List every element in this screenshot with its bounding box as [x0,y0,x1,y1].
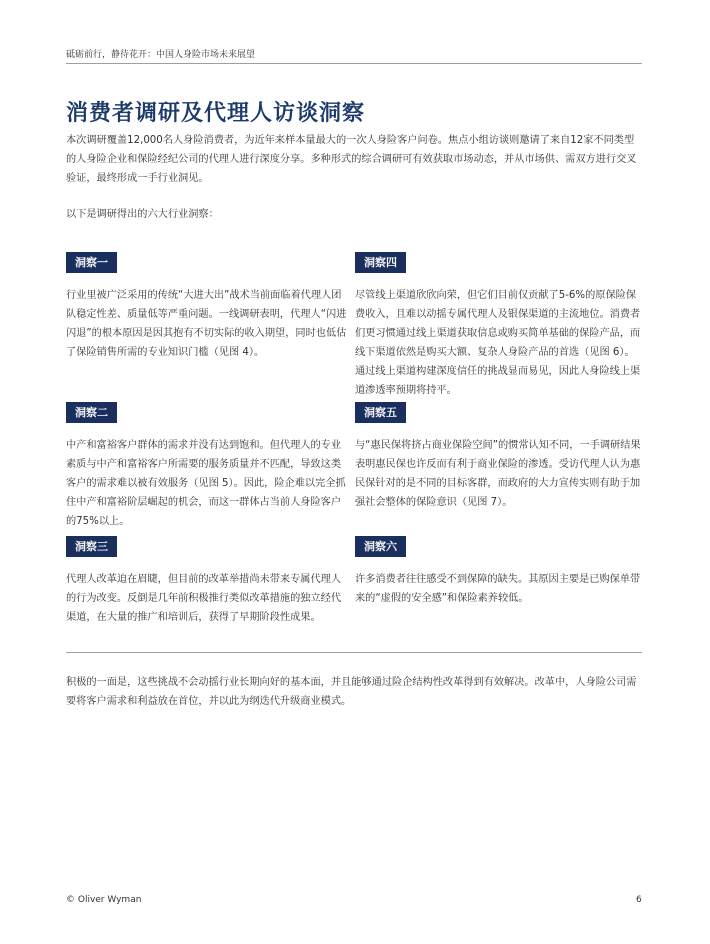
running-header: 砥砺前行，静待花开：中国人身险市场未来展望 [66,50,256,60]
insight-text-3: 代理人改革迫在眉睫，但目前的改革举措尚未带来专属代理人的行为改变。反倒是几年前积极推行类似改革措施的独立经代渠道，在大量的推广和培训后，获得了早期阶段性成果。 [66,574,342,623]
insight-tag-4: 洞察四 [355,252,406,273]
insight-text-2: 中产和富裕客户群体的需求并没有达到饱和。但代理人的专业素质与中产和富裕客户所需要的服务质量并不匹配，导致这类客户的需求难以被有效服务（见图 5）。因此，险企难以完全抓住中产和富裕阶层崛起的机会，而这一群体占当前人身险客户的75%以上。 [66,440,346,527]
insight-tag-6: 洞察六 [355,536,406,557]
insight-tag-1: 洞察一 [66,252,117,273]
page-title: 消费者调研及代理人访谈洞察 [66,101,366,126]
intro-paragraph: 本次调研覆盖12,000名人身险消费者，为近年来样本量最大的一次人身险客户问卷。焦点小组访谈则邀请了来自12家不同类型的人身险企业和保险经纪公司的代理人进行深度分享。多种形式的综合调研可有效获取市场动态，并从市场供、需双方进行交叉验证，最终形成一手行业洞见。 [66,135,637,184]
lead-paragraph: 以下是调研得出的六大行业洞察： [66,209,219,220]
insight-tag-2: 洞察二 [66,402,117,423]
section-divider [66,652,642,653]
header-divider [66,63,642,64]
insight-tag-5: 洞察五 [355,402,406,423]
closing-paragraph: 积极的一面是，这些挑战不会动摇行业长期向好的基本面，并且能够通过险企结构性改革得到有效解决。改革中，人身险公司需要将客户需求和利益放在首位，并以此为纲迭代升级商业模式。 [66,677,637,707]
insight-text-6: 许多消费者往往感受不到保障的缺失。其原因主要是已购保单带来的“虚假的安全感”和保险素养较低。 [355,574,641,604]
insight-text-1: 行业里被广泛采用的传统“大进大出”战术当前面临着代理人团队稳定性差、质量低等严重问题。一线调研表明，代理人“闪进闪退”的根本原因是因其抱有不切实际的收入期望，同时也低估了保险销售所需的专业知识门槛（见图 4）。 [66,290,347,358]
copyright: © Oliver Wyman [66,895,142,905]
insight-text-5: 与“惠民保将挤占商业保险空间”的惯常认知不同，一手调研结果表明惠民保也许反而有利于商业保险的渗透。受访代理人认为惠民保针对的是不同的目标客群，而政府的大力宣传实则有助于加强社会整体的保险意识（见图 7）。 [355,440,641,508]
insight-tag-3: 洞察三 [66,536,117,557]
insight-text-4: 尽管线上渠道欣欣向荣，但它们目前仅贡献了5-6%的原保险保费收入，且难以动摇专属代理人及银保渠道的主流地位。消费者们更习惯通过线上渠道获取信息或购买简单基础的保险产品，而线下渠道依然是购买大额、复杂人身险产品的首选（见图 6）。通过线上渠道构建深度信任的挑战显而易见，因此人身险线上渠道渗透率预期将持平。 [355,290,641,396]
page-number: 6 [636,895,642,905]
